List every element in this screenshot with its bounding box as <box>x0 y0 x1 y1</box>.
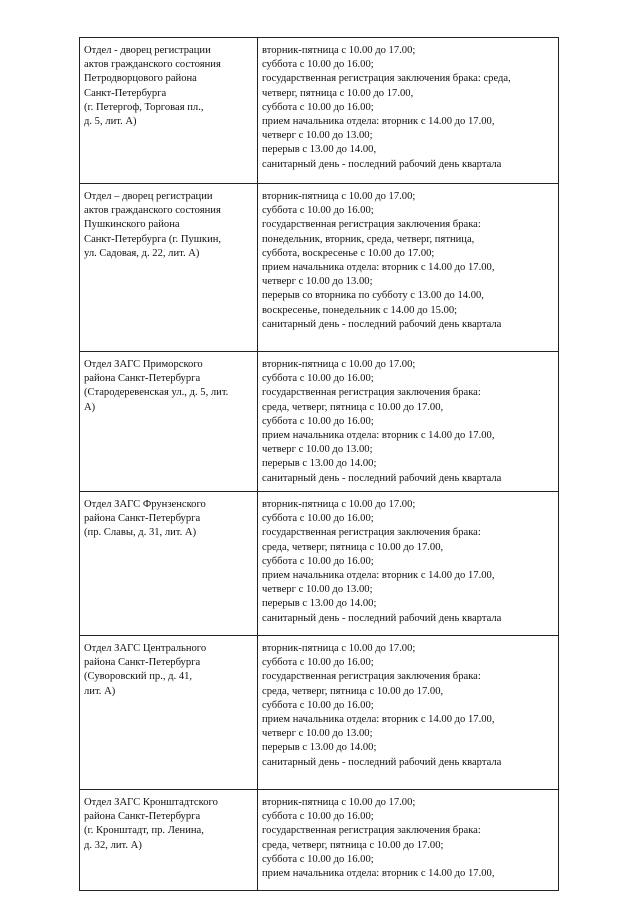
working-hours-line: среда, четверг, пятница с 10.00 до 17.00, <box>262 541 444 553</box>
working-hours-line: среда, четверг, пятница с 10.00 до 17.00; <box>262 839 444 851</box>
working-hours-line: санитарный день - последний рабочий день квартала <box>262 612 502 624</box>
office-name-line: Отдел ЗАГС Приморского <box>84 359 203 370</box>
working-hours-line: суббота с 10.00 до 16.00; <box>262 811 374 823</box>
office-name-line: (пр. Славы, д. 31, лит. А) <box>84 527 197 539</box>
working-hours-line: перерыв с 13.00 до 14.00; <box>262 458 377 470</box>
working-hours-line: суббота с 10.00 до 16.00; <box>262 373 374 385</box>
working-hours-line: прием начальника отдела: вторник с 14.00 до 17.00, <box>262 714 495 726</box>
working-hours-line: суббота с 10.00 до 16.00; <box>262 101 374 113</box>
office-name-cell <box>80 38 258 184</box>
working-hours-line: санитарный день - последний рабочий день квартала <box>262 318 502 330</box>
office-name-line: Санкт-Петербурга (г. Пушкин, <box>84 233 222 245</box>
office-name-line: (Стародеревенская ул., д. 5, лит. <box>84 387 229 399</box>
working-hours-cell <box>258 790 559 891</box>
working-hours-line: четверг с 10.00 до 13.00; <box>262 728 373 740</box>
working-hours-line: вторник-пятница с 10.00 до 17.00; <box>262 191 416 202</box>
working-hours-line: вторник-пятница с 10.00 до 17.00; <box>262 797 416 808</box>
office-name-line: д. 5, лит. А) <box>84 116 137 128</box>
working-hours-line: государственная регистрация заключения брака: <box>262 219 481 231</box>
office-name-line: района Санкт-Петербурга <box>84 373 201 385</box>
working-hours-line: четверг с 10.00 до 13.00; <box>262 276 373 288</box>
office-name-cell <box>80 184 258 352</box>
working-hours-line: среда, четверг, пятница с 10.00 до 17.00, <box>262 401 444 413</box>
office-name-line: лит. А) <box>84 685 116 697</box>
office-name-cell <box>80 492 258 636</box>
office-name-line: (г. Кронштадт, пр. Ленина, <box>84 825 204 837</box>
office-name-line: д. 32, лит. А) <box>84 839 142 851</box>
office-name-line: (г. Петергоф, Торговая пл., <box>84 101 204 113</box>
office-name-line: Пушкинского района <box>84 219 180 231</box>
working-hours-line: государственная регистрация заключения брака: <box>262 387 481 399</box>
office-name-line: Санкт-Петербурга <box>84 87 167 99</box>
office-name-line: района Санкт-Петербурга <box>84 657 201 669</box>
working-hours-line: суббота с 10.00 до 16.00; <box>262 853 374 865</box>
working-hours-line: перерыв с 13.00 до 14.00; <box>262 598 377 610</box>
working-hours-line: суббота с 10.00 до 16.00; <box>262 205 374 217</box>
office-name-cell <box>80 636 258 790</box>
working-hours-line: прием начальника отдела: вторник с 14.00 до 17.00, <box>262 868 495 880</box>
working-hours-cell <box>258 636 559 790</box>
working-hours-line: среда, четверг, пятница с 10.00 до 17.00, <box>262 685 444 697</box>
office-name-line: района Санкт-Петербурга <box>84 811 201 823</box>
office-name-line: актов гражданского состояния <box>84 205 221 217</box>
office-name-cell <box>80 352 258 492</box>
working-hours-line: понедельник, вторник, среда, четверг, пятница, <box>262 233 475 245</box>
table-row <box>80 352 559 492</box>
working-hours-line: санитарный день - последний рабочий день квартала <box>262 158 502 170</box>
office-name-line: (Суворовский пр., д. 41, <box>84 671 193 683</box>
registry-office-schedule-table <box>79 37 559 891</box>
office-name-line: актов гражданского состояния <box>84 59 221 71</box>
office-name-line: Отдел ЗАГС Кронштадтского <box>84 797 218 808</box>
working-hours-line: вторник-пятница с 10.00 до 17.00; <box>262 45 416 56</box>
office-name-line: района Санкт-Петербурга <box>84 513 201 525</box>
table-row <box>80 790 559 891</box>
working-hours-line: суббота с 10.00 до 16.00; <box>262 657 374 669</box>
table-row <box>80 492 559 636</box>
table-row <box>80 636 559 790</box>
office-name-line: ул. Садовая, д. 22, лит. А) <box>84 247 200 259</box>
table-row <box>80 184 559 352</box>
working-hours-cell <box>258 352 559 492</box>
table-row <box>80 38 559 184</box>
office-name-line: А) <box>84 401 96 413</box>
working-hours-line: прием начальника отдела: вторник с 14.00 до 17.00, <box>262 570 495 582</box>
working-hours-line: санитарный день - последний рабочий день квартала <box>262 756 502 768</box>
working-hours-line: перерыв с 13.00 до 14.00, <box>262 144 377 156</box>
working-hours-line: суббота с 10.00 до 16.00; <box>262 59 374 71</box>
working-hours-line: четверг с 10.00 до 13.00; <box>262 130 373 142</box>
working-hours-line: вторник-пятница с 10.00 до 17.00; <box>262 643 416 654</box>
office-name-line: Петродворцового района <box>84 73 197 85</box>
working-hours-line: прием начальника отдела: вторник с 14.00 до 17.00, <box>262 116 495 128</box>
working-hours-line: суббота, воскресенье с 10.00 до 17.00; <box>262 247 435 259</box>
office-name-line: Отдел ЗАГС Фрунзенского <box>84 499 206 510</box>
working-hours-cell <box>258 38 559 184</box>
office-name-line: Отдел - дворец регистрации <box>84 45 211 56</box>
working-hours-line: суббота с 10.00 до 16.00; <box>262 513 374 525</box>
working-hours-line: вторник-пятница с 10.00 до 17.00; <box>262 359 416 370</box>
table-body <box>80 38 559 891</box>
working-hours-line: вторник-пятница с 10.00 до 17.00; <box>262 499 416 510</box>
working-hours-line: государственная регистрация заключения брака: <box>262 671 481 683</box>
working-hours-line: суббота с 10.00 до 16.00; <box>262 555 374 567</box>
working-hours-line: перерыв с 13.00 до 14.00; <box>262 742 377 754</box>
working-hours-line: перерыв со вторника по субботу с 13.00 до 14.00, <box>262 290 484 302</box>
working-hours-line: суббота с 10.00 до 16.00; <box>262 415 374 427</box>
working-hours-line: суббота с 10.00 до 16.00; <box>262 699 374 711</box>
working-hours-line: четверг с 10.00 до 13.00; <box>262 444 373 456</box>
working-hours-cell <box>258 184 559 352</box>
working-hours-cell <box>258 492 559 636</box>
working-hours-line: государственная регистрация заключения брака: <box>262 527 481 539</box>
working-hours-line: государственная регистрация заключения брака: <box>262 825 481 837</box>
office-name-line: Отдел ЗАГС Центрального <box>84 643 207 654</box>
working-hours-line: прием начальника отдела: вторник с 14.00 до 17.00, <box>262 430 495 442</box>
working-hours-line: государственная регистрация заключения брака: среда, <box>262 73 511 85</box>
working-hours-line: четверг с 10.00 до 13.00; <box>262 584 373 596</box>
working-hours-line: прием начальника отдела: вторник с 14.00 до 17.00, <box>262 262 495 274</box>
office-name-line: Отдел – дворец регистрации <box>84 191 213 202</box>
working-hours-line: санитарный день - последний рабочий день квартала <box>262 472 502 484</box>
office-name-cell <box>80 790 258 891</box>
working-hours-line: воскресенье, понедельник с 14.00 до 15.00; <box>262 304 458 316</box>
working-hours-line: четверг, пятница с 10.00 до 17.00, <box>262 87 414 99</box>
